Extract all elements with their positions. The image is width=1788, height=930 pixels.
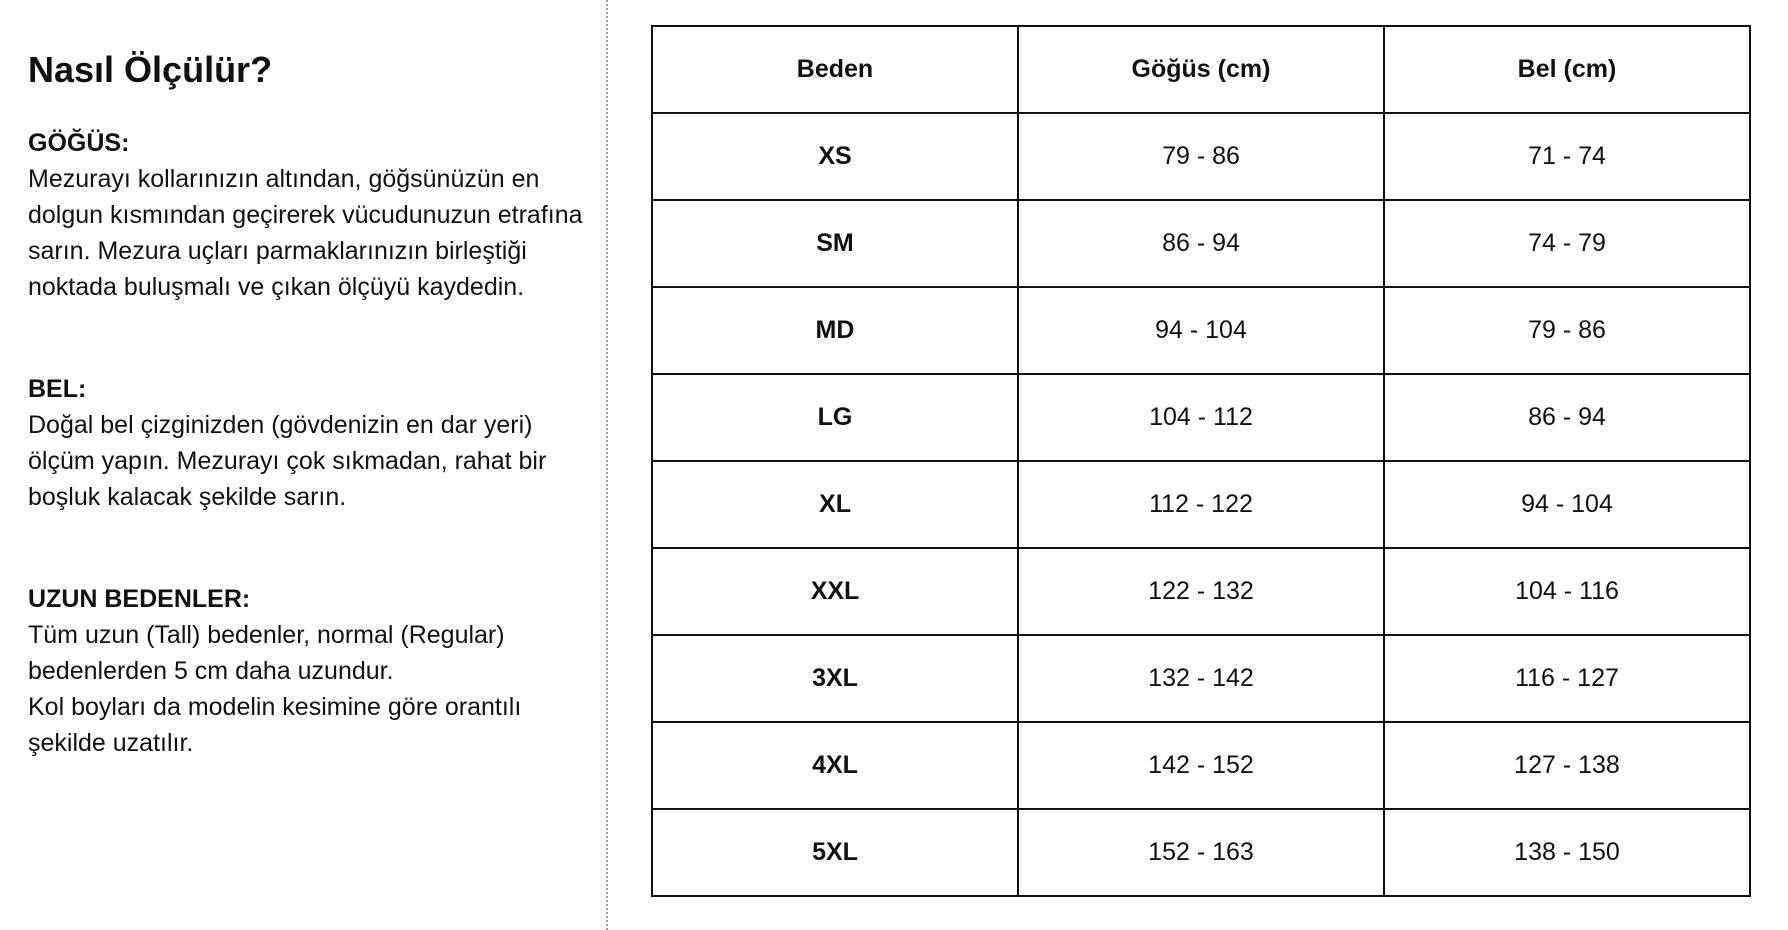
header-chest: Göğüs (cm) [1018,26,1384,113]
size-cell: XL [652,461,1018,548]
page-title: Nasıl Ölçülür? [28,49,273,90]
waist-cell: 94 - 104 [1384,461,1750,548]
chest-cell: 104 - 112 [1018,374,1384,461]
section-heading-chest: GÖĞÜS: [28,129,130,158]
section-heading-tall: UZUN BEDENLER: [28,585,251,614]
table-row [652,113,1750,200]
waist-cell: 127 - 138 [1384,722,1750,809]
section-text: Tüm uzun (Tall) bedenler, normal (Regular) bedenlerden 5 cm daha uzundur. [28,621,505,686]
waist-cell: 104 - 116 [1384,548,1750,635]
header-size: Beden [652,26,1018,113]
section-chest [28,125,588,305]
table-header-row [652,26,1750,113]
section-text: Mezurayı kollarınızın altından, göğsünüzün en dolgun kısmından geçirerek vücudunuzun etrafına sarın. Mezura uçları parmaklarınızın birleştiği noktada buluşmalı ve çıkan ölçüyü kaydedin. [28,165,583,302]
section-body-chest [28,161,588,305]
table-row [652,722,1750,809]
size-cell: LG [652,374,1018,461]
measuring-guide [28,48,588,827]
waist-cell: 138 - 150 [1384,809,1750,896]
table-row [652,809,1750,896]
size-cell: MD [652,287,1018,374]
size-cell: 3XL [652,635,1018,722]
chest-cell: 122 - 132 [1018,548,1384,635]
chest-cell: 132 - 142 [1018,635,1384,722]
section-tall-sizes [28,581,588,761]
waist-cell: 71 - 74 [1384,113,1750,200]
table-row [652,548,1750,635]
chest-cell: 79 - 86 [1018,113,1384,200]
size-cell: XXL [652,548,1018,635]
vertical-divider [606,0,608,930]
table-row [652,374,1750,461]
table-row [652,287,1750,374]
section-body-tall [28,617,588,761]
size-cell: XS [652,113,1018,200]
size-cell: 4XL [652,722,1018,809]
chest-cell: 94 - 104 [1018,287,1384,374]
table-row [652,200,1750,287]
section-body-waist [28,407,588,515]
waist-cell: 86 - 94 [1384,374,1750,461]
header-waist: Bel (cm) [1384,26,1750,113]
chest-cell: 112 - 122 [1018,461,1384,548]
section-heading-waist: BEL: [28,375,87,404]
chest-cell: 86 - 94 [1018,200,1384,287]
waist-cell: 79 - 86 [1384,287,1750,374]
section-waist [28,371,588,515]
size-cell: SM [652,200,1018,287]
chest-cell: 152 - 163 [1018,809,1384,896]
size-chart-table [651,25,1751,897]
size-cell: 5XL [652,809,1018,896]
table-row [652,461,1750,548]
section-text: Kol boyları da modelin kesimine göre orantılı şekilde uzatılır. [28,693,522,758]
section-text: Doğal bel çizginizden (gövdenizin en dar yeri) ölçüm yapın. Mezurayı çok sıkmadan, rahat bir boşluk kalacak şekilde sarın. [28,411,547,512]
waist-cell: 74 - 79 [1384,200,1750,287]
waist-cell: 116 - 127 [1384,635,1750,722]
chest-cell: 142 - 152 [1018,722,1384,809]
table-row [652,635,1750,722]
